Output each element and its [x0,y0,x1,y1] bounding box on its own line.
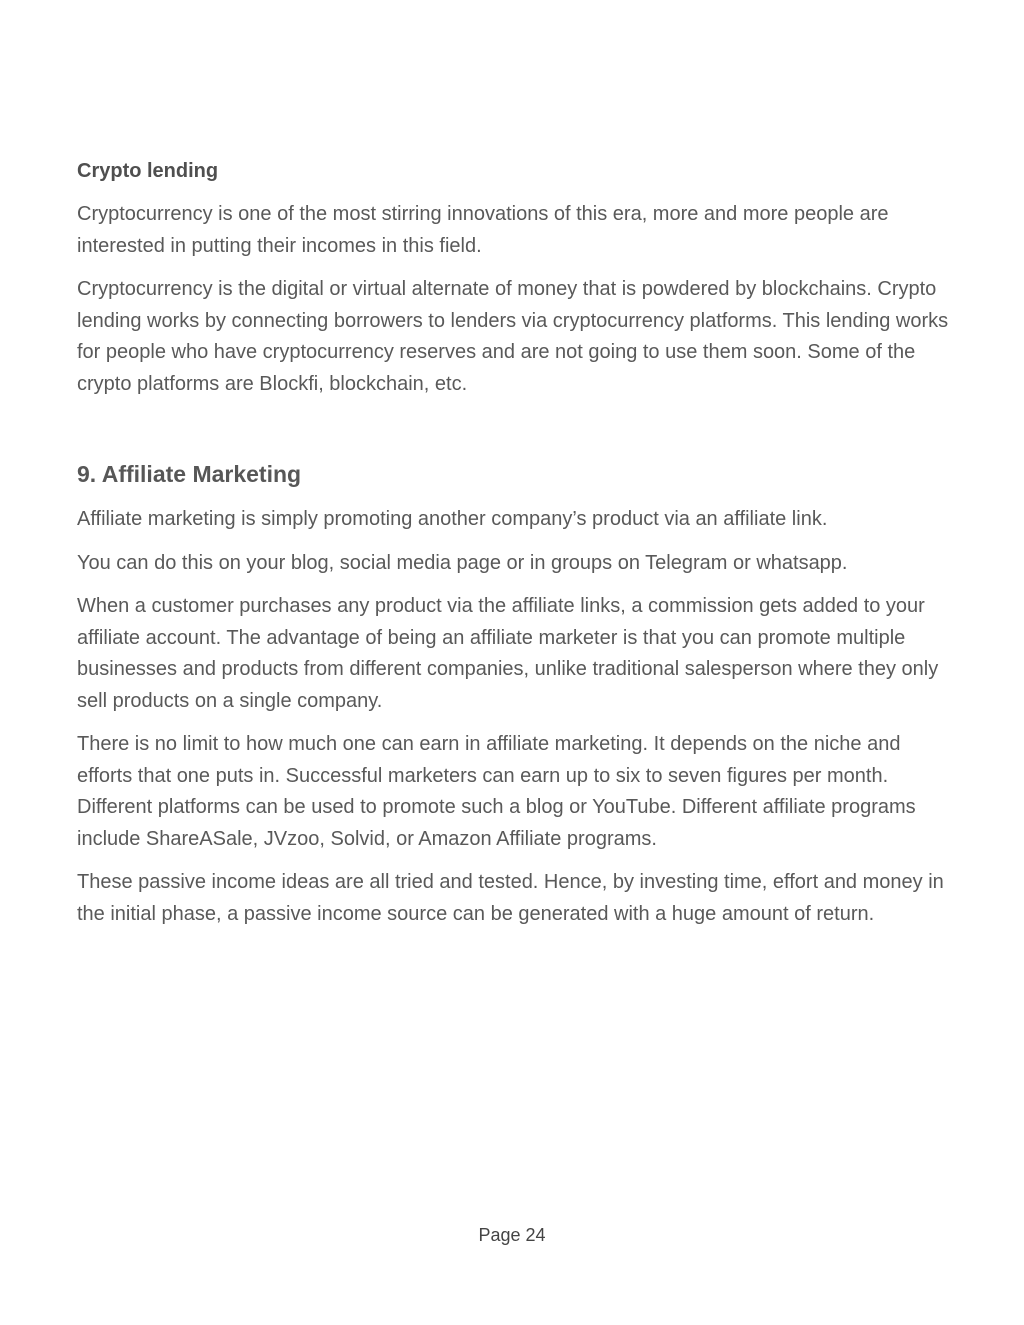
affiliate-paragraph-1: Affiliate marketing is simply promoting another company’s product via an affiliate link. [77,508,828,530]
affiliate-paragraph-4: There is no limit to how much one can earn in affiliate marketing. It depends on the niche and efforts that one puts in. Successful marketers can earn up to six to seven figures per month. Different platforms can be used to promote such a blog or YouTube. Different affiliate programs include ShareASale, JVzoo, Solvid, or Amazon Affiliate programs. [77,733,916,850]
page-content [77,157,949,942]
crypto-lending-heading: Crypto lending [77,160,219,182]
crypto-lending-paragraph-2: Cryptocurrency is the digital or virtual alternate of money that is powdered by blockchains. Crypto lending works by connecting borrowers to lenders via cryptocurrency platforms. This lending works for people who have cryptocurrency reserves and are not going to use them soon. Some of the crypto platforms are Blockfi, blockchain, etc. [77,278,949,395]
affiliate-paragraph-2: You can do this on your blog, social media page or in groups on Telegram or whatsapp. [77,551,848,574]
crypto-lending-paragraph-1: Cryptocurrency is one of the most stirring innovations of this era, more and more people are interested in putting their incomes in this field. [77,203,889,257]
page-number: Page 24 [478,1225,546,1245]
affiliate-paragraph-5: These passive income ideas are all tried and tested. Hence, by investing time, effort and money in the initial phase, a passive income source can be generated with a huge amount of return. [77,871,944,925]
affiliate-paragraph-3: When a customer purchases any product via the affiliate links, a commission gets added to your affiliate account. The advantage of being an affiliate marketer is that you can promote multiple businesses and products from different companies, unlike traditional salesperson where they only sell products on a single company. [77,595,939,712]
affiliate-marketing-heading: 9. Affiliate Marketing [77,461,302,487]
